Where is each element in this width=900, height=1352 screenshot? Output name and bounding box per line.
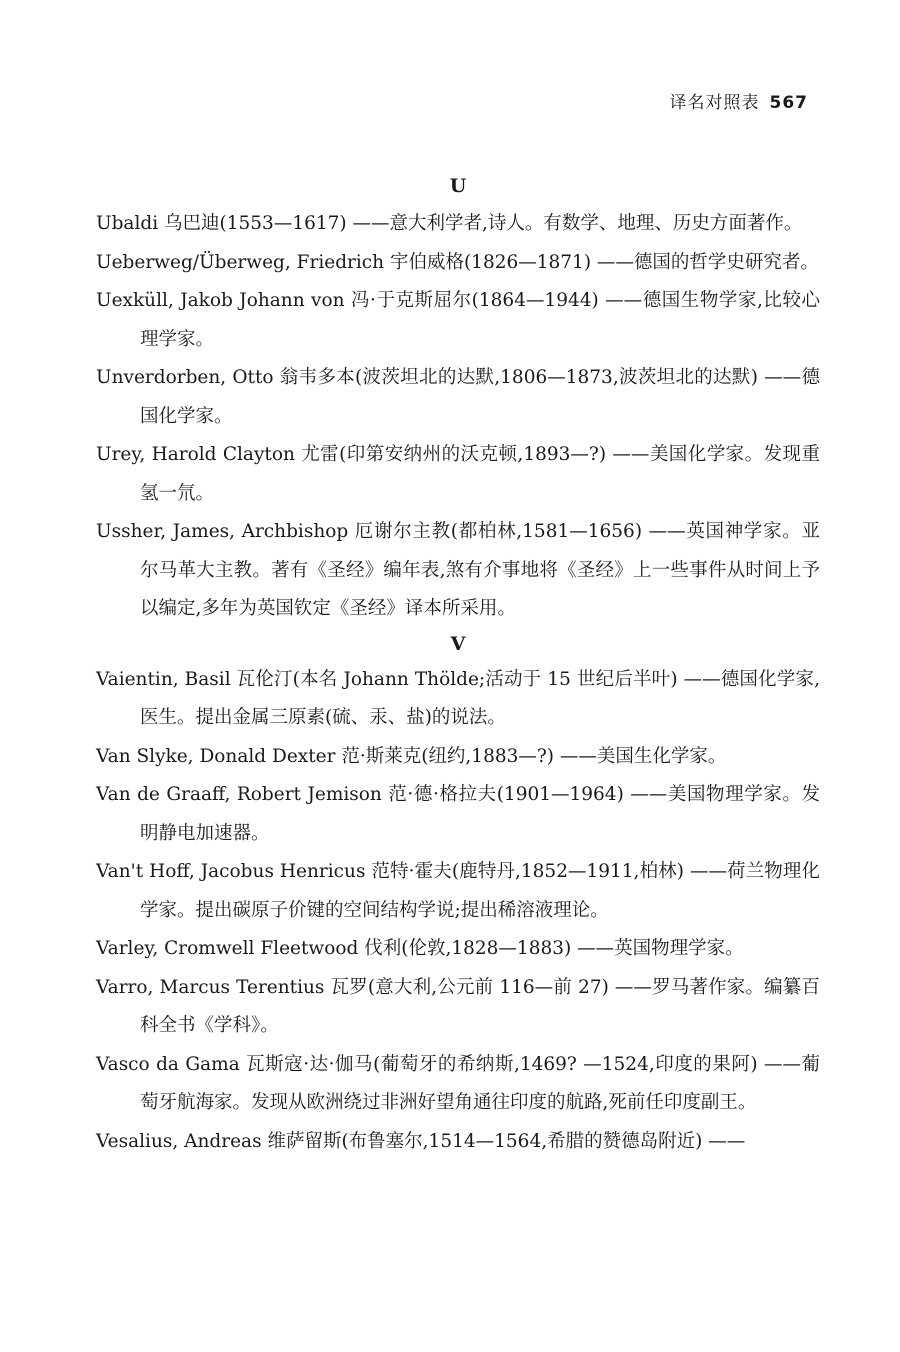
glossary-entry: Van't Hoff, Jacobus Henricus 范特·霍夫(鹿特丹,1852—1911,柏林) ——荷兰物理化学家。提出碳原子价键的空间结构学说;提出稀溶液理论。	[96, 861, 820, 921]
glossary-entry: Unverdorben, Otto 翁韦多本(波茨坦北的达默,1806—1873,波茨坦北的达默) ——德国化学家。	[96, 367, 820, 427]
glossary-entry: Vaientin, Basil 瓦伦汀(本名 Johann Thölde;活动于 15 世纪后半叶) ——德国化学家,医生。提出金属三原素(硫、汞、盐)的说法。	[96, 668, 820, 728]
running-header	[670, 88, 809, 113]
section-letter-v: V	[450, 632, 466, 655]
header-title: 译名对照表	[669, 93, 760, 113]
glossary-entry: Uexküll, Jakob Johann von 冯·于克斯屈尔(1864—1944) ——德国生物学家,比较心理学家。	[96, 290, 820, 350]
glossary-entry: Ubaldi 乌巴迪(1553—1617) ——意大利学者,诗人。有数学、地理、历史方面著作。	[96, 213, 803, 234]
glossary-content	[96, 175, 820, 1161]
glossary-entry: Varley, Cromwell Fleetwood 伐利(伦敦,1828—1883) ——英国物理学家。	[96, 938, 744, 959]
glossary-entry: Vasco da Gama 瓦斯寇·达·伽马(葡萄牙的希纳斯,1469? —1524,印度的果阿) ——葡萄牙航海家。发现从欧洲绕过非洲好望角通往印度的航路,死前任印度副王。	[96, 1053, 820, 1113]
glossary-entry: Urey, Harold Clayton 尤雷(印第安纳州的沃克顿,1893—?) ——美国化学家。发现重氢一氘。	[96, 444, 820, 504]
glossary-entry: Vesalius, Andreas 维萨留斯(布鲁塞尔,1514—1564,希腊的赞德岛附近) ——	[96, 1130, 746, 1152]
glossary-entry: Van Slyke, Donald Dexter 范·斯莱克(纽约,1883—?) ——美国生化学家。	[96, 745, 727, 767]
glossary-entry: Ueberweg/Überweg, Friedrich 宇伯威格(1826—1871) ——德国的哲学史研究者。	[96, 251, 819, 273]
section-letter-u: U	[449, 175, 467, 197]
glossary-entry: Varro, Marcus Terentius 瓦罗(意大利,公元前 116—前 27) ——罗马著作家。编纂百科全书《学科》。	[96, 976, 820, 1036]
glossary-entry: Van de Graaff, Robert Jemison 范·德·格拉夫(1901—1964) ——美国物理学家。发明静电加速器。	[96, 784, 820, 844]
glossary-entry: Ussher, James, Archbishop 厄谢尔主教(都柏林,1581—1656) ——英国神学家。亚尔马革大主教。著有《圣经》编年表,煞有介事地将《圣经》上一些事件从时间上予以编定,多年为英国钦定《圣经》译本所采用。	[96, 521, 820, 619]
page-number: 567	[769, 93, 808, 113]
